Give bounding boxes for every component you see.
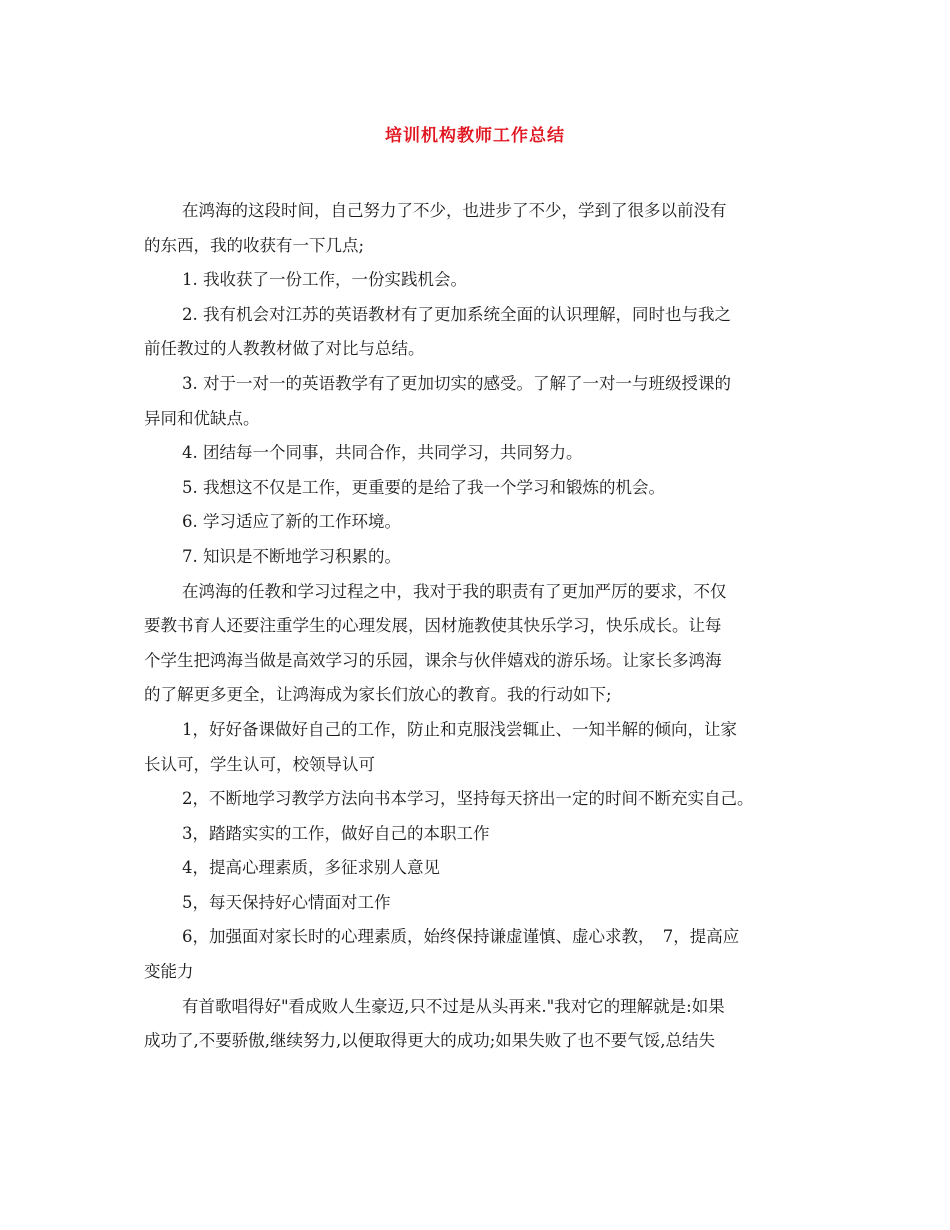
text-line: 要教书育人还要注重学生的心理发展，因材施教使其快乐学习，快乐成长。让每 [144, 616, 722, 636]
text-line: 的了解更多更全，让鸿海成为家长们放心的教育。我的行动如下; [144, 685, 612, 705]
document-title: 培训机构教师工作总结 [385, 126, 565, 146]
text-line: 4. 团结每一个同事，共同合作，共同学习，共同努力。 [182, 443, 583, 463]
text-line: 7. 知识是不断地学习积累的。 [182, 546, 401, 566]
text-line: 5，每天保持好心情面对工作 [182, 892, 391, 912]
text-line: 6. 学习适应了新的工作环境。 [182, 512, 401, 532]
text-line: 长认可，学生认可，校领导认可 [144, 754, 375, 774]
text-line: 3，踏踏实实的工作，做好自己的本职工作 [182, 823, 490, 843]
text-line: 4，提高心理素质，多征求别人意见 [182, 858, 440, 878]
text-line: 在鸿海的这段时间，自己努力了不少，也进步了不少，学到了很多以前没有 [182, 201, 727, 220]
text-line: 个学生把鸿海当做是高效学习的乐园，课余与伙伴嬉戏的游乐场。让家长多鸿海 [144, 650, 722, 670]
text-line: 1，好好备课做好自己的工作，防止和克服浅尝辄止、一知半解的倾向，让家 [182, 719, 737, 739]
text-line: 前任教过的人教教材做了对比与总结。 [144, 339, 425, 359]
text-line: 3. 对于一对一的英语教学有了更加切实的感受。了解了一对一与班级授课的 [182, 373, 731, 393]
text-line: 有首歌唱得好"看成败人生豪迈,只不过是从头再来."我对它的理解就是:如果 [182, 996, 725, 1016]
text-line: 5. 我想这不仅是工作，更重要的是给了我一个学习和锻炼的机会。 [182, 477, 665, 497]
text-line: 6，加强面对家长时的心理素质，始终保持谦虚谨慎、虚心求教， 7，提高应 [182, 927, 740, 947]
text-line: 的东西，我的收获有一下几点; [144, 235, 365, 255]
text-line: 在鸿海的任教和学习过程之中，我对于我的职责有了更加严厉的要求，不仅 [182, 581, 727, 601]
text-line: 2. 我有机会对江苏的英语教材有了更加系统全面的认识理解，同时也与我之 [182, 304, 731, 324]
text-line: 2，不断地学习教学方法向书本学习，坚持每天挤出一定的时间不断充实自己。 [182, 789, 754, 809]
text-line: 变能力 [144, 962, 194, 982]
text-line: 异同和优缺点。 [144, 408, 260, 428]
text-line: 成功了,不要骄傲,继续努力,以便取得更大的成功;如果失败了也不要气馁,总结失 [144, 1031, 716, 1051]
document-body [144, 194, 824, 1059]
text-line: 1. 我收获了一份工作，一份实践机会。 [182, 270, 467, 290]
